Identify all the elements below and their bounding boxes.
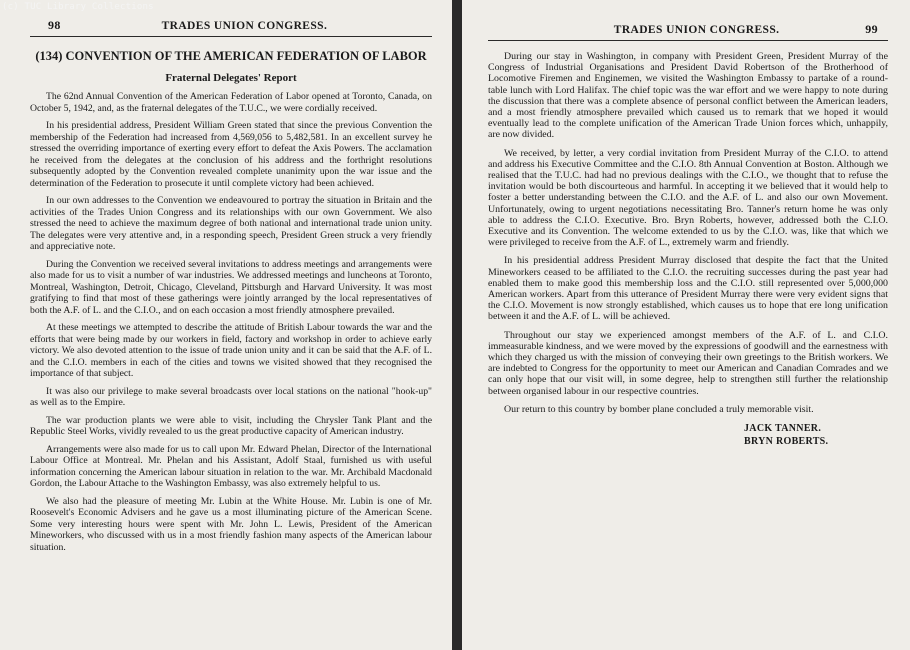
left-running-head: TRADES UNION CONGRESS. xyxy=(161,20,328,32)
paragraph: During the Convention we received several invitations to address meetings and arrangements were also made for us to visit a number of war industries. We addressed meetings and luncheons at Toronto, Montreal, Washington, Detroit, Chicago, Cleveland, Pittsburgh and Harvard University. It was most gratifying to find that most of these gatherings were jointly arranged by the local representatives of both the A.F. of L. and the C.I.O., and on each occasion a most friendly atmosphere prevailed. xyxy=(30,258,432,316)
paragraph: During our stay in Washington, in company with President Green, President Murray of the Congress of Industrial Organisations and President David Robertson of the Brotherhood of Locomotive Firemen and Enginemen, we visited the Washington Embassy to partake of a round-table lunch with Lord Halifax. The chief topic was the war effort and we were happy to note during the discussion that there was a complete absence of personal conflict between the American leaders, and a most friendly atmosphere prevailed which caused us to remark that we hoped it would eventually lead to the complete unification of the American Trade Union forces which, unhappily, are now divided. xyxy=(488,51,888,141)
paragraph: In his presidential address President Murray disclosed that despite the fact that the United Mineworkers ceased to be affiliated to the C.I.O. the recruiting successes during the past year had enabled them to make good this membership loss and the C.I.O. still represented over 5,000,000 American workers. Apart from this utterance of President Murray there were very evident signs that the C.I.O. Movement is now strongly established, which causes us to hope that ere long unification between it and the A.F. of L. will be achieved. xyxy=(488,255,888,323)
paragraph: Arrangements were also made for us to call upon Mr. Edward Phelan, Director of the International Labour Office at Montreal. Mr. Phelan and his Assistant, Adolf Staal, furnished us with useful information concerning the American labour situation in relation to the war. Mr. Archibald Macdonald Gordon, the Labour Attache to the Washington Embassy, was also extremely helpful to us. xyxy=(30,443,432,489)
paragraph: We also had the pleasure of meeting Mr. Lubin at the White House. Mr. Lubin is one of Mr. Roosevelt's Economic Advisers and he gave us a most illuminating picture of the American Scene. Some very interesting hours were spent with Mr. John L. Lewis, President of the American Mineworkers, who discussed with us in a most friendly fashion many aspects of the American labour situation. xyxy=(30,495,432,553)
left-page xyxy=(0,0,452,650)
section-subtitle: Fraternal Delegates' Report xyxy=(165,72,297,84)
right-page xyxy=(462,0,910,650)
paragraph: It was also our privilege to make several broadcasts over local stations on the national "hook-up" as well as to the Empire. xyxy=(30,385,432,408)
right-running-header xyxy=(488,22,888,41)
section-title: (134) CONVENTION OF THE AMERICAN FEDERATION OF LABOR xyxy=(35,49,427,63)
paragraph: The war production plants we were able to visit, including the Chrysler Tank Plant and the Republic Steel Works, vividly revealed to us the great productive capacity of American industry. xyxy=(30,414,432,437)
left-running-header xyxy=(30,18,432,37)
paragraph: We received, by letter, a very cordial invitation from President Murray of the C.I.O. to attend and address his Executive Committee and the C.I.O. 8th Annual Convention at Boston. Although we realised that the T.U.C. had had no previous dealings with the C.I.O., we thought that to refuse the invitation would be both discourteous and harmful. In accepting it we believed that it would help to foster a better understanding between the C.I.O. and the A.F. of L. and also our own Movement. Unfortunately, owing to urgent negotiations necessitating Bro. Tanner's return home he was only able to address the C.I.O. Executive. Bro. Bryn Roberts, however, addressed both the C.I.O. Executive and its Convention. The welcome extended to us by the C.I.O. was, like that which we were privileged to receive from the A.F. of L., extremely warm and friendly. xyxy=(488,147,888,249)
paragraph: The 62nd Annual Convention of the American Federation of Labor opened at Toronto, Canada, on October 5, 1942, and, as the fraternal delegates of the T.U.C., we were cordially received. xyxy=(30,91,432,114)
signature-tanner: JACK TANNER. xyxy=(744,423,822,435)
paragraph: Our return to this country by bomber plane concluded a truly memorable visit. xyxy=(504,403,814,415)
right-running-head: TRADES UNION CONGRESS. xyxy=(613,24,780,36)
left-page-number: 98 xyxy=(48,18,61,32)
paragraph: In our own addresses to the Convention we endeavoured to portray the situation in Britain and the activities of the Trades Union Congress and its relationships with our own Government. We also stressed the need to achieve the maximum degree of both national and international trade union unity. The delegates were very attentive and, in a responding speech, President Green struck a very friendly and appreciative note. xyxy=(30,195,432,252)
right-page-number: 99 xyxy=(865,22,878,36)
book-gutter xyxy=(452,0,462,650)
signature-roberts: BRYN ROBERTS. xyxy=(744,436,829,448)
paragraph: In his presidential address, President William Green stated that since the previous Convention the membership of the Federation had increased from 4,569,056 to 5,482,581. In an excellent survey he stressed the overriding importance of exerting every effort to defeat the Axis Powers. The acclamation he received from the delegates at the conclusion of his address and the forthright resolutions subsequently adopted by the Convention revealed complete unanimity upon the war issue and the determination of the Federation to prosecute it until complete victory had been achieved. xyxy=(30,120,432,189)
paragraph: Throughout our stay we experienced amongst members of the A.F. of L. and C.I.O. immeasurable kindness, and we were moved by the expressions of goodwill and the earnestness with which they charged us with the mission of conveying their own greetings to the British workers. We are indebted to Congress for the opportunity to meet our American and Canadian Comrades and we can only hope that our visit will, in some degree, help to strengthen still further the relationship between organised labour in our respective countries. xyxy=(488,329,888,397)
watermark-text: (c) TUC Library Collections xyxy=(2,2,154,12)
paragraph: At these meetings we attempted to describe the attitude of British Labour towards the war and the efforts that were being made by our workers in field, factory and workshop in order to achieve early victory. We also devoted attention to the issue of trade union unity and it can be said that the A.F. of L. and the C.I.O. members in each of the cities and towns we visited showed that they recognised the importance of that subject. xyxy=(30,322,432,379)
